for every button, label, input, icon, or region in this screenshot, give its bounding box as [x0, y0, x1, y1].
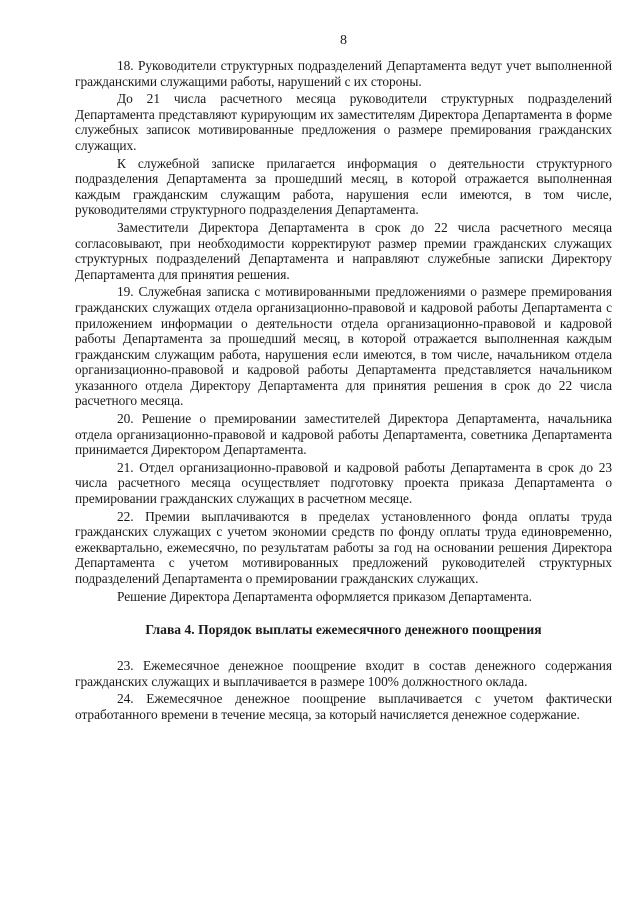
paragraph-18-attachment: К служебной записке прилагается информация о деятельности структурного подразделения Департамента за прошедший месяц, в которой отражается выполненная каждым гражданским служащим работа, нарушения если имеются, в том числе, руководителями структурного подразделения Департамента.: [75, 155, 612, 218]
paragraph-24: 24. Ежемесячное денежное поощрение выплачивается с учетом фактически отработанного времени в течение месяца, за который начисляется денежное содержание.: [75, 691, 612, 722]
paragraph-19: 19. Служебная записка с мотивированными предложениями о размере премирования гражданских служащих отдела организационно-правовой и кадровой работы Департамента с приложением информации о деятельности отдела организационно-правовой и кадровой работы Департамента за прошедший месяц, в которой отражается выполненная каждым гражданским служащим работа, нарушения если имеются, в том числе, начальником отдела организационно-правовой и кадровой работы Департамента представляется начальником указанного отдела Директору Департамента для принятия решения в срок до 22 числа расчетного месяца.: [75, 284, 612, 409]
paragraph-18-deadline: До 21 числа расчетного месяца руководители структурных подразделений Департамента представляют курирующим их заместителям Директора Департамента в форме служебных записок мотивированные предложения о размере премирования гражданских служащих.: [75, 91, 612, 153]
document-page: [75, 32, 612, 723]
paragraph-21: 21. Отдел организационно-правовой и кадровой работы Департамента в срок до 23 числа расчетного месяца осуществляет подготовку проекта приказа Департамента о премировании гражданских служащих в расчетном месяце.: [75, 459, 612, 507]
paragraph-20: 20. Решение о премировании заместителей Директора Департамента, начальника отдела организационно-правовой и кадровой работы Департамента, советника Департамента принимается Директором Департамента.: [75, 411, 612, 458]
page-number: 8: [340, 33, 347, 48]
paragraph-23: 23. Ежемесячное денежное поощрение входит в состав денежного содержания гражданских служащих и выплачивается в размере 100% должностного оклада.: [75, 658, 612, 689]
chapter-heading: Глава 4. Порядок выплаты ежемесячного денежного поощрения: [145, 622, 542, 638]
paragraph-18-approval: Заместители Директора Департамента в срок до 22 числа расчетного месяца согласовывают, при необходимости корректируют размер премии гражданских служащих структурных подразделений Департамента и направляют служебные записки Директору Департамента для принятия решения.: [75, 219, 612, 282]
paragraph-18: 18. Руководители структурных подразделений Департамента ведут учет выполненной гражданскими служащими работы, нарушений с их стороны.: [75, 58, 612, 89]
paragraph-22: 22. Премии выплачиваются в пределах установленного фонда оплаты труда гражданских служащих с учетом экономии средств по фонду оплаты труда единовременно, ежеквартально, ежемесячно, по результатам работы за год на основании решения Директора Департамента с учетом мотивированных предложений руководителей структурных подразделений Департамента о премировании гражданских служащих.: [75, 508, 612, 586]
paragraph-22-decision: Решение Директора Департамента оформляется приказом Департамента.: [117, 588, 532, 604]
